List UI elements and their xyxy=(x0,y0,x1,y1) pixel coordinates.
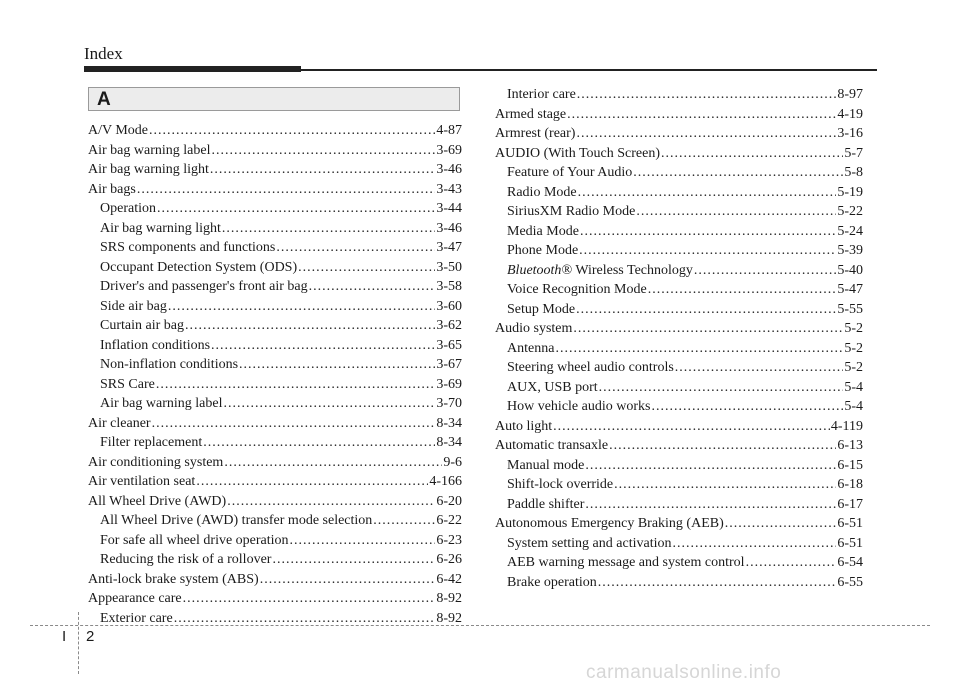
entry-page: 8-92 xyxy=(436,591,462,606)
entry-text: Operation xyxy=(100,201,156,216)
index-entry xyxy=(495,105,863,125)
entry-text: Setup Mode xyxy=(507,301,576,317)
leader-dots xyxy=(573,319,843,339)
index-entry xyxy=(495,124,863,144)
index-subentry xyxy=(495,280,863,300)
entry-text: Air bag warning label xyxy=(100,396,223,411)
entry-text: Air conditioning system xyxy=(88,454,224,470)
entry-text: Antenna xyxy=(507,340,555,356)
leader-dots xyxy=(152,414,436,434)
leader-dots xyxy=(725,514,837,534)
leader-dots xyxy=(298,258,435,278)
section-letter: A xyxy=(97,89,111,110)
entry-page: 5-39 xyxy=(837,243,863,258)
entry-page: 4-19 xyxy=(837,106,863,122)
entry-page: 8-34 xyxy=(436,415,462,431)
entry-page: 5-2 xyxy=(844,360,863,375)
entry-page: 3-44 xyxy=(436,201,462,216)
index-entry xyxy=(88,492,462,512)
entry-text: Phone Mode xyxy=(507,243,579,258)
entry-page: 3-67 xyxy=(436,357,462,372)
entry-page: 5-4 xyxy=(844,379,863,395)
leader-dots xyxy=(203,433,435,453)
entry-text: Air cleaner xyxy=(88,415,151,431)
leader-dots xyxy=(579,241,836,261)
entry-text: Non-inflation conditions xyxy=(100,357,239,372)
index-subentry xyxy=(88,433,462,453)
index-entry xyxy=(495,144,863,164)
page-number: 2 xyxy=(86,628,95,645)
entry-page: 6-18 xyxy=(837,477,863,492)
index-entry xyxy=(88,453,462,473)
index-subentry xyxy=(495,261,863,281)
entry-page: 3-43 xyxy=(436,181,462,197)
index-subentry xyxy=(88,394,462,414)
leader-dots xyxy=(598,573,837,593)
entry-text: Interior care xyxy=(507,87,576,102)
entry-page: 6-26 xyxy=(436,552,462,567)
entry-page: 3-60 xyxy=(436,298,462,314)
leader-dots xyxy=(576,124,836,144)
leader-dots xyxy=(196,472,428,492)
entry-text: Automatic transaxle xyxy=(495,438,609,453)
leader-dots xyxy=(578,183,837,203)
leader-dots xyxy=(157,199,435,219)
index-column-left xyxy=(88,121,462,628)
entry-text: Autonomous Emergency Braking (AEB) xyxy=(495,516,724,531)
entry-text: Air ventilation seat xyxy=(88,474,196,489)
entry-page: 5-47 xyxy=(837,282,863,297)
entry-text: Paddle shifter xyxy=(507,496,585,512)
entry-text: Manual mode xyxy=(507,457,585,473)
entry-page: 6-22 xyxy=(436,513,462,528)
index-subentry xyxy=(88,511,462,531)
footer-vertical-divider xyxy=(78,612,79,674)
entry-text: Air bags xyxy=(88,181,136,197)
entry-page: 4-87 xyxy=(436,123,462,138)
entry-page: 6-54 xyxy=(837,555,863,570)
index-subentry xyxy=(495,475,863,495)
index-entry xyxy=(88,160,462,180)
entry-text: All Wheel Drive (AWD) transfer mode selection xyxy=(100,513,373,528)
entry-text: SiriusXM Radio Mode xyxy=(507,204,636,219)
leader-dots xyxy=(224,453,442,473)
leader-dots xyxy=(227,492,435,512)
entry-page: 5-2 xyxy=(844,321,863,336)
entry-text: Brake operation xyxy=(507,574,597,590)
index-subentry xyxy=(88,336,462,356)
leader-dots xyxy=(149,121,435,141)
entry-page: 6-51 xyxy=(837,516,863,531)
entry-text-italic: Bluetooth® xyxy=(507,262,573,278)
index-subentry xyxy=(88,199,462,219)
entry-text: AEB warning message and system control xyxy=(507,555,745,570)
leader-dots xyxy=(553,417,830,437)
index-entry xyxy=(88,141,462,161)
entry-text: Steering wheel audio controls xyxy=(507,360,674,375)
entry-text xyxy=(507,261,693,281)
leader-dots xyxy=(672,534,836,554)
leader-dots xyxy=(577,85,837,105)
index-subentry xyxy=(495,222,863,242)
index-subentry xyxy=(88,550,462,570)
index-subentry xyxy=(495,202,863,222)
index-subentry xyxy=(88,277,462,297)
leader-dots xyxy=(272,550,435,570)
entry-text: All Wheel Drive (AWD) xyxy=(88,493,227,509)
entry-text: Driver's and passenger's front air bag xyxy=(100,279,308,294)
entry-page: 3-47 xyxy=(436,240,462,255)
entry-page: 6-51 xyxy=(837,535,863,551)
leader-dots xyxy=(614,475,836,495)
index-subentry xyxy=(495,300,863,320)
leader-dots xyxy=(373,511,435,531)
leader-dots xyxy=(183,589,436,609)
index-subentry xyxy=(88,316,462,336)
entry-text: Air bag warning light xyxy=(88,162,209,177)
leader-dots xyxy=(636,202,836,222)
leader-dots xyxy=(276,238,435,258)
index-subentry xyxy=(495,534,863,554)
entry-page: 6-17 xyxy=(837,496,863,512)
index-subentry xyxy=(88,355,462,375)
leader-dots xyxy=(168,297,435,317)
entry-text: Air bag warning label xyxy=(88,142,211,158)
entry-text: Auto light xyxy=(495,418,553,434)
index-subentry xyxy=(495,339,863,359)
index-entry xyxy=(88,589,462,609)
entry-page: 3-50 xyxy=(436,259,462,275)
leader-dots xyxy=(585,456,836,476)
entry-page: 6-55 xyxy=(837,574,863,590)
index-entry xyxy=(88,414,462,434)
entry-text: A/V Mode xyxy=(88,123,149,138)
entry-page: 4-119 xyxy=(830,418,863,434)
entry-page: 5-8 xyxy=(844,165,863,180)
index-subentry xyxy=(88,238,462,258)
leader-dots xyxy=(580,222,836,242)
leader-dots xyxy=(651,397,843,417)
entry-text: How vehicle audio works xyxy=(507,399,651,414)
index-entry xyxy=(88,472,462,492)
index-subentry xyxy=(88,219,462,239)
entry-text: Armrest (rear) xyxy=(495,126,576,141)
leader-dots xyxy=(609,436,836,456)
entry-page: 5-19 xyxy=(837,184,863,200)
footer-section-letter: I xyxy=(62,628,67,645)
index-subentry xyxy=(88,258,462,278)
entry-text: Anti-lock brake system (ABS) xyxy=(88,571,259,587)
index-subentry xyxy=(495,241,863,261)
entry-text: For safe all wheel drive operation xyxy=(100,532,289,548)
entry-text-rest: Wireless Technology xyxy=(575,262,693,278)
entry-page: 3-46 xyxy=(436,220,462,236)
page-title: Index xyxy=(84,44,123,63)
entry-text: SRS components and functions xyxy=(100,240,276,255)
leader-dots xyxy=(211,141,435,161)
leader-dots xyxy=(567,105,836,125)
entry-page: 3-65 xyxy=(436,337,462,353)
entry-text: SRS Care xyxy=(100,376,155,392)
entry-page: 8-97 xyxy=(837,87,863,102)
leader-dots xyxy=(222,219,435,239)
entry-page: 6-13 xyxy=(837,438,863,453)
entry-text: Shift-lock override xyxy=(507,477,614,492)
leader-dots xyxy=(585,495,836,515)
leader-dots xyxy=(694,261,836,281)
entry-page: 5-40 xyxy=(837,262,863,278)
watermark: carmanualsonline.info xyxy=(586,662,782,683)
leader-dots xyxy=(648,280,837,300)
entry-page: 6-15 xyxy=(837,457,863,473)
index-subentry xyxy=(495,573,863,593)
entry-page: 3-70 xyxy=(436,396,462,411)
index-entry xyxy=(495,514,863,534)
leader-dots xyxy=(633,163,843,183)
leader-dots xyxy=(661,144,843,164)
entry-page: 5-24 xyxy=(837,223,863,239)
entry-text: System setting and activation xyxy=(507,535,672,551)
entry-text: Armed stage xyxy=(495,106,567,122)
entry-text: Radio Mode xyxy=(507,184,577,200)
leader-dots xyxy=(156,375,435,395)
leader-dots xyxy=(675,358,844,378)
entry-text: Appearance care xyxy=(88,591,182,606)
index-entry xyxy=(495,417,863,437)
entry-page: 3-46 xyxy=(436,162,462,177)
entry-page: 3-58 xyxy=(436,279,462,294)
index-subentry xyxy=(495,85,863,105)
index-subentry xyxy=(88,531,462,551)
entry-page: 5-4 xyxy=(844,399,863,414)
leader-dots xyxy=(309,277,436,297)
entry-page: 3-16 xyxy=(837,126,863,141)
entry-text: Curtain air bag xyxy=(100,318,184,333)
leader-dots xyxy=(137,180,436,200)
entry-text: Media Mode xyxy=(507,223,579,239)
index-subentry xyxy=(495,397,863,417)
entry-page: 8-92 xyxy=(436,610,462,626)
entry-text: AUX, USB port xyxy=(507,379,598,395)
index-subentry xyxy=(495,456,863,476)
leader-dots xyxy=(239,355,435,375)
entry-page: 6-23 xyxy=(436,532,462,548)
index-subentry xyxy=(495,183,863,203)
entry-page: 5-2 xyxy=(844,340,863,356)
index-entry xyxy=(88,121,462,141)
entry-text: Reducing the risk of a rollover xyxy=(100,552,272,567)
leader-dots xyxy=(576,300,836,320)
leader-dots xyxy=(185,316,435,336)
entry-page: 3-69 xyxy=(436,142,462,158)
entry-text: Feature of Your Audio xyxy=(507,165,633,180)
entry-text: Occupant Detection System (ODS) xyxy=(100,259,298,275)
index-subentry xyxy=(495,358,863,378)
index-entry xyxy=(495,319,863,339)
header-rule-thin xyxy=(301,69,877,71)
index-subentry xyxy=(495,495,863,515)
leader-dots xyxy=(223,394,435,414)
index-subentry xyxy=(88,297,462,317)
entry-text: Inflation conditions xyxy=(100,337,211,353)
entry-page: 5-7 xyxy=(844,145,863,161)
entry-page: 8-34 xyxy=(436,435,462,450)
leader-dots xyxy=(211,336,435,356)
index-subentry xyxy=(88,375,462,395)
index-entry xyxy=(88,180,462,200)
footer-divider xyxy=(30,625,930,626)
leader-dots xyxy=(260,570,436,590)
entry-page: 5-22 xyxy=(837,204,863,219)
leader-dots xyxy=(555,339,843,359)
leader-dots xyxy=(599,378,844,398)
entry-page: 9-6 xyxy=(443,454,462,470)
leader-dots xyxy=(210,160,435,180)
entry-text: Air bag warning light xyxy=(100,220,221,236)
index-entry xyxy=(88,570,462,590)
section-header-box xyxy=(88,87,460,111)
entry-text: Voice Recognition Mode xyxy=(507,282,647,297)
entry-text: Filter replacement xyxy=(100,435,203,450)
entry-text: AUDIO (With Touch Screen) xyxy=(495,145,660,161)
header-rule-thick xyxy=(84,66,301,72)
entry-page: 6-20 xyxy=(436,493,462,509)
entry-page: 3-62 xyxy=(436,318,462,333)
index-subentry xyxy=(495,163,863,183)
entry-text: Side air bag xyxy=(100,298,167,314)
entry-text: Exterior care xyxy=(100,610,173,626)
index-subentry xyxy=(495,553,863,573)
entry-page: 3-69 xyxy=(436,376,462,392)
entry-page: 6-42 xyxy=(436,571,462,587)
leader-dots xyxy=(290,531,436,551)
entry-page: 4-166 xyxy=(429,474,462,489)
index-entry xyxy=(495,436,863,456)
index-subentry xyxy=(495,378,863,398)
leader-dots xyxy=(746,553,837,573)
entry-text: Audio system xyxy=(495,321,573,336)
entry-page: 5-55 xyxy=(837,301,863,317)
index-column-right xyxy=(495,85,863,592)
